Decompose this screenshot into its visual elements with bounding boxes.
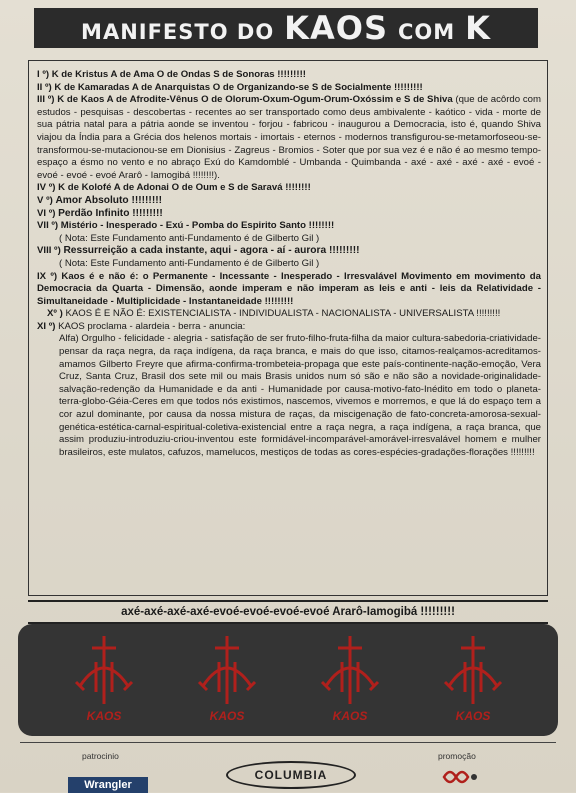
article-number: V º) — [37, 194, 53, 206]
article-number: Xº ) — [47, 308, 63, 320]
article-3 — [37, 94, 541, 182]
article-number: III º) — [37, 94, 55, 106]
article-7 — [37, 220, 541, 233]
promo-brand-icon — [440, 765, 480, 787]
article-10 — [37, 308, 541, 321]
article-heading: K de Kaos A de Afrodite-Vênus O de Olorum-Oxum-Ogum-Orum-Oxóssim e S de Shiva — [57, 94, 453, 106]
axe-chant-banner: axé-axé-axé-axé-evoé-evoé-evoé-evoé Ararô-Iamogibá !!!!!!!!! — [28, 600, 548, 624]
article-1 — [37, 69, 541, 82]
kaos-anchor-logo — [443, 632, 503, 728]
kaos-logo-band — [18, 624, 558, 736]
article-text: Amor Absoluto !!!!!!!!! — [55, 194, 162, 206]
logo-text: KAOS — [209, 709, 244, 723]
article-text: Ressurreição a cada instante, aqui - agora - aí - aurora !!!!!!!!! — [63, 245, 360, 257]
article-text: Kaos é e não é: o Permanente - Incessante - Inesperado - Irresvalável Movimento em movimento da Democracia da Quarta - Dimensão, aonde imperam e não imperam as leis e anti - leis da Relatividade - Simultaneidade - Multiplicidade - Instantaneidade !!!!!!!!! — [37, 270, 541, 307]
article-number: I º) — [37, 69, 50, 80]
article-heading: KAOS proclama - alardeia - berra - anuncia: — [58, 320, 246, 332]
article-6 — [37, 208, 541, 221]
logo-text: KAOS — [332, 709, 367, 723]
kaos-anchor-logo — [320, 632, 380, 728]
title-part-3: COM — [397, 20, 456, 44]
article-2 — [37, 82, 541, 95]
manifest-title — [34, 8, 538, 48]
article-text: K de Kamaradas A de Anarquistas O de Organizando-se S de Socialmente !!!!!!!!! — [54, 81, 423, 93]
article-number: IX º) — [37, 270, 58, 282]
article-number: VI º) — [37, 207, 56, 219]
article-9 — [37, 271, 541, 309]
article-number: II º) — [37, 81, 52, 93]
logo-text: KAOS — [86, 709, 121, 723]
article-number: VII º) — [37, 220, 59, 232]
article-8-note: ( Nota: Este Fundamento anti-Fundamento é de Gilberto Gil ) — [59, 257, 320, 269]
columbia-logo: COLUMBIA — [226, 761, 356, 789]
title-part-2: KAOS — [284, 9, 388, 47]
logo-text: KAOS — [455, 709, 490, 723]
article-text: KAOS É E NÃO É: EXISTENCIALISTA - INDIVIDUALISTA - NACIONALISTA - UNIVERSALISTA !!!!!!!!! — [65, 308, 501, 320]
article-number: VIII º) — [37, 245, 61, 257]
article-text: K de Kolofé A de Adonai O de Oum e S de Saravá !!!!!!!! — [58, 182, 311, 194]
article-text: K de Kristus A de Ama O de Ondas S de Sonoras !!!!!!!!! — [51, 69, 306, 80]
article-4 — [37, 182, 541, 195]
kaos-anchor-logo — [197, 632, 257, 728]
sponsor-footer — [20, 742, 556, 793]
article-11-heading — [37, 321, 541, 334]
article-number: XI º) — [37, 320, 56, 332]
article-text: Mistério - Inesperado - Exú - Pomba do Espirito Santo !!!!!!!! — [60, 220, 335, 232]
article-8 — [37, 245, 541, 258]
title-part-1: MANIFESTO DO — [81, 20, 275, 44]
title-part-4: K — [465, 9, 491, 47]
article-7-note: ( Nota: Este Fundamento anti-Fundamento é de Gilberto Gil ) — [59, 232, 320, 244]
article-11-body: Alfa) Orgulho - felicidade - alegria - satisfação de ser fruto-filho-fruta-filha da maior cultura-sabedoria-criatividade-pensar da raça negra, da raça indígena, da raça branca, e mais do que isso, citamos-realçamos-acreditamos-amamos Gilberto Freyre que afirma-confirma-trombeteia-propaga que este país-continente-nação-emoção, Vera Cruz, Santa Cruz, Brasil dos sete mil ou mais Brasis unidos num só são e não são a novidade-originalidade-salvação-redenção da Humanidade e da anti - Humanidade por causa-motivo-fato-Inédito em todo o planeta-terra-globo-Géia-Ceres em que todos nós existimos, nascemos, vivemos e morremos, e que lá do espaço tem a cor azul dominante, por causa da nossa mistura de raças, da miscigenação de fato-concreta-amorosa-sexual-genética-estética-carnal-espiritual-coletiva-existencial entre a raça negra, a raça indígena, a raça branca, que assim produziu-introduziu-criou-inventou este formidável-incomparável-amorável-irresvalável homem e mulher brasileiros, este mulatos, cafuzos, mamelucos, mestiços de todas as cores-espécies-gradações-florações !!!!!!!!! — [59, 333, 541, 458]
promo-label: promoção — [438, 751, 476, 761]
article-number: IV º) — [37, 182, 56, 194]
kaos-anchor-logo — [74, 632, 134, 728]
article-5 — [37, 195, 541, 208]
manifest-body — [28, 60, 548, 596]
article-text: Perdão Infinito !!!!!!!!! — [58, 207, 163, 219]
wrangler-logo: Wrangler — [68, 777, 148, 793]
article-text: (que de acôrdo com estudos - pesquisas - descobertas - recentes ao ser transportado como deus ambivalente - kaótico - vida - morte de sua pátria natal para a pátria aonde se inventou - forjou - fabricou - inaugurou a Democracia, isto é, quando Shiva viajou da Índia para a Grécia dos helenos mortais - imortais - eternos - modernos transfigurou-se-metamorfoseou-se-transformou-se-mutacionou-se em Dionisius - Zagreus - Bromios - Soter que por sua vez é e não é ao mesmo tempo-espaço a ésmo no vento e no abraço Exú do Kamdomblé - Umbanda - Quimbanda - axé - axé - axé - axé - evoé - evoé - evoé - evoé Ararô - Iamogibá !!!!!!!!). — [37, 94, 541, 181]
sponsor-label: patrocinio — [82, 751, 119, 761]
